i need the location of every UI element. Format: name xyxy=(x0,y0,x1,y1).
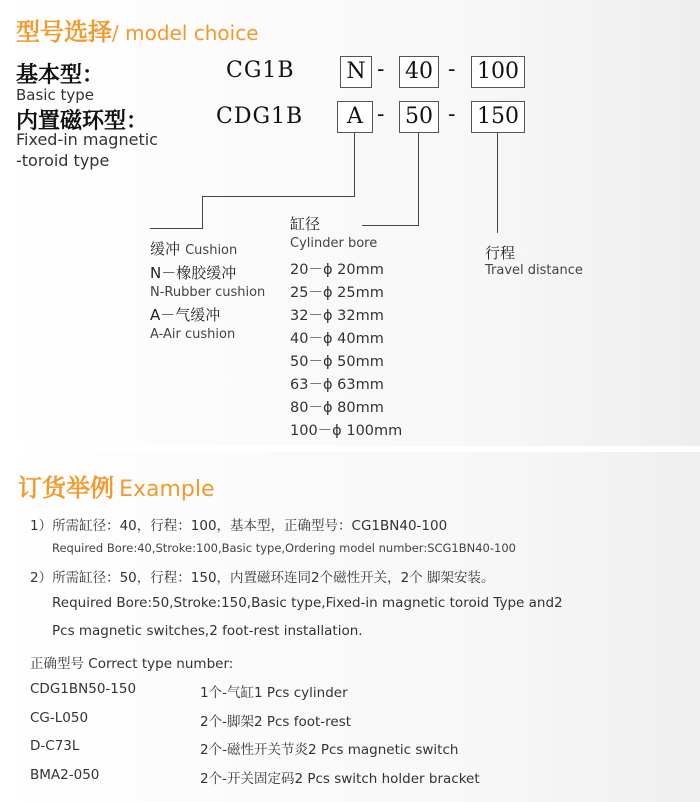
cushion-header xyxy=(150,238,237,259)
bore-item: 50－ϕ 50mm xyxy=(290,354,384,370)
correct-type-header: 正确型号 Correct type number: xyxy=(30,656,234,672)
stroke-header-en: Travel distance xyxy=(485,263,583,278)
bore-item: 40－ϕ 40mm xyxy=(290,331,384,347)
cushion-connector-base xyxy=(150,228,203,229)
part-desc: 1个-气缸1 Pcs cylinder xyxy=(200,685,348,701)
title-cn: 型号选择 xyxy=(16,18,112,46)
cushion-header-en: Cushion xyxy=(185,243,238,258)
model-choice-title xyxy=(16,12,259,47)
example-title xyxy=(18,468,215,503)
example-item-2-en-1: Required Bore:50,Stroke:150,Basic type,Fixed-in magnetic toroid Type and2 xyxy=(52,595,563,611)
bore-connector-horizontal xyxy=(362,225,419,226)
bore-header-en: Cylinder bore xyxy=(290,236,378,251)
cushion-option-n-en: N-Rubber cushion xyxy=(150,285,266,300)
part-desc: 2个-开关固定码2 Pcs switch holder bracket xyxy=(200,771,480,787)
bore-item: 100－ϕ 100mm xyxy=(290,423,403,439)
bore-connector-vertical xyxy=(418,133,419,225)
bore-item: 32－ϕ 32mm xyxy=(290,308,384,324)
dash: - xyxy=(448,57,456,82)
part-code: CDG1BN50-150 xyxy=(30,681,137,697)
stroke-connector-vertical xyxy=(497,133,498,233)
basic-cushion-box: N xyxy=(340,56,372,88)
dash: - xyxy=(448,102,456,127)
dash: - xyxy=(377,102,385,127)
example-title-en: Example xyxy=(119,477,215,502)
magnetic-model-code: CDG1B xyxy=(216,104,304,129)
cushion-option-n-cn: N－橡胶缓冲 xyxy=(150,264,237,282)
magnetic-type-label-cn: 内置磁环型： xyxy=(16,109,149,134)
example-item-1-en: Required Bore:40,Stroke:100,Basic type,Ordering model number:SCG1BN40-100 xyxy=(52,541,516,555)
basic-bore-box: 40 xyxy=(399,56,439,88)
title-en: / model choice xyxy=(112,21,259,45)
magnetic-cushion-box: A xyxy=(337,101,373,133)
part-code: D-C73L xyxy=(30,738,80,754)
basic-model-code: CG1B xyxy=(226,58,295,83)
magnetic-type-label-en-1: Fixed-in magnetic xyxy=(16,130,158,149)
example-item-1-cn: 1）所需缸径：40，行程：100，基本型，正确型号：CG1BN40-100 xyxy=(30,518,448,534)
cushion-header-cn: 缓冲 xyxy=(150,240,181,258)
basic-stroke-box: 100 xyxy=(471,56,525,88)
part-desc: 2个-磁性开关节炎2 Pcs magnetic switch xyxy=(200,742,459,758)
part-desc: 2个-脚架2 Pcs foot-rest xyxy=(200,714,352,730)
example-item-2-cn: 2）所需缸径：50，行程：150，内置磁环连同2个磁性开关，2个 脚架安装。 xyxy=(30,570,495,586)
cushion-option-a-en: A-Air cushion xyxy=(150,327,236,342)
basic-type-label-cn: 基本型： xyxy=(16,63,105,88)
example-title-cn: 订货举例 xyxy=(18,474,114,502)
example-panel xyxy=(0,452,700,802)
bore-item: 63－ϕ 63mm xyxy=(290,377,384,393)
magnetic-type-label-en-2: -toroid type xyxy=(16,151,110,170)
dash: - xyxy=(377,57,385,82)
bore-header-cn: 缸径 xyxy=(290,215,321,233)
part-code: CG-L050 xyxy=(30,710,89,726)
basic-type-label-en: Basic type xyxy=(16,86,94,104)
bore-item: 80－ϕ 80mm xyxy=(290,400,384,416)
magnetic-bore-box: 50 xyxy=(399,101,439,133)
cushion-connector-horizontal xyxy=(202,196,355,197)
example-item-2-en-2: Pcs magnetic switches,2 foot-rest installation. xyxy=(52,623,363,639)
cushion-connector-drop xyxy=(202,196,203,228)
bore-item: 25－ϕ 25mm xyxy=(290,285,384,301)
magnetic-stroke-box: 150 xyxy=(471,101,525,133)
cushion-option-a-cn: A－气缓冲 xyxy=(150,306,221,324)
cushion-connector-vertical xyxy=(354,133,355,196)
part-code: BMA2-050 xyxy=(30,767,100,783)
stroke-header-cn: 行程 xyxy=(485,244,516,262)
bore-item: 20－ϕ 20mm xyxy=(290,262,384,278)
